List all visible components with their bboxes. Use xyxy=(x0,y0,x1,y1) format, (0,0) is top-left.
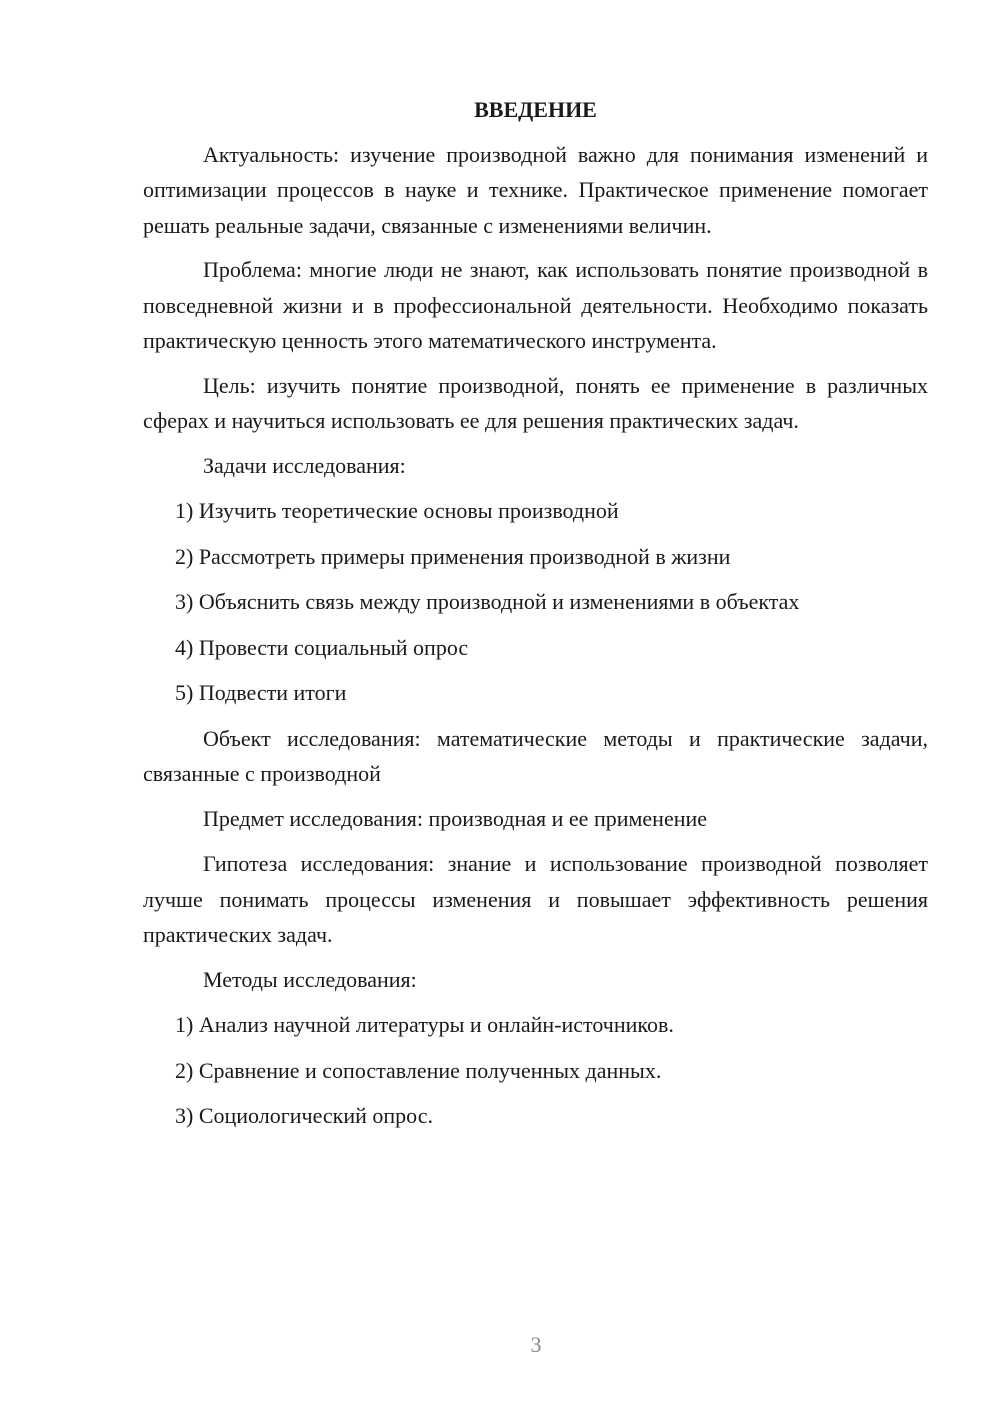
methods-heading: Методы исследования: xyxy=(203,966,417,992)
object-paragraph: Объект исследования: математические методы и практические задачи, связанные с производной xyxy=(143,725,928,786)
method-item: 2) Сравнение и сопоставление полученных данных. xyxy=(175,1057,662,1083)
subject-line: Предмет исследования: производная и ее применение xyxy=(203,805,708,831)
tasks-heading: Задачи исследования: xyxy=(203,452,406,478)
hypothesis-paragraph: Гипотеза исследования: знание и использование производной позволяет лучше понимать процессы изменения и повышает эффективность решения практических задач. xyxy=(143,851,928,947)
relevance-paragraph: Актуальность: изучение производной важно для понимания изменений и оптимизации процессов в науке и технике. Практическое применение помогает решать реальные задачи, связанные с изменениями величин. xyxy=(143,141,928,238)
task-item: 4) Провести социальный опрос xyxy=(175,634,469,660)
problem-paragraph: Проблема: многие люди не знают, как использовать понятие производной в повседневной жизни и в профессиональной деятельности. Необходимо показать практическую ценность этого математического инструмента. xyxy=(143,257,928,353)
document-body xyxy=(143,92,928,1144)
task-item: 3) Объяснить связь между производной и изменениями в объектах xyxy=(175,589,800,614)
goal-paragraph: Цель: изучить понятие производной, понять ее применение в различных сферах и научиться использовать ее для решения практических задач. xyxy=(143,372,928,433)
page-number: 3 xyxy=(530,1332,542,1357)
method-item: 1) Анализ научной литературы и онлайн-источников. xyxy=(175,1012,674,1037)
task-item: 5) Подвести итоги xyxy=(175,680,347,705)
method-item: 3) Социологический опрос. xyxy=(175,1103,433,1128)
task-item: 2) Рассмотреть примеры применения производной в жизни xyxy=(175,543,731,569)
task-item: 1) Изучить теоретические основы производной xyxy=(175,498,619,523)
page-title: ВВЕДЕНИЕ xyxy=(474,97,597,122)
